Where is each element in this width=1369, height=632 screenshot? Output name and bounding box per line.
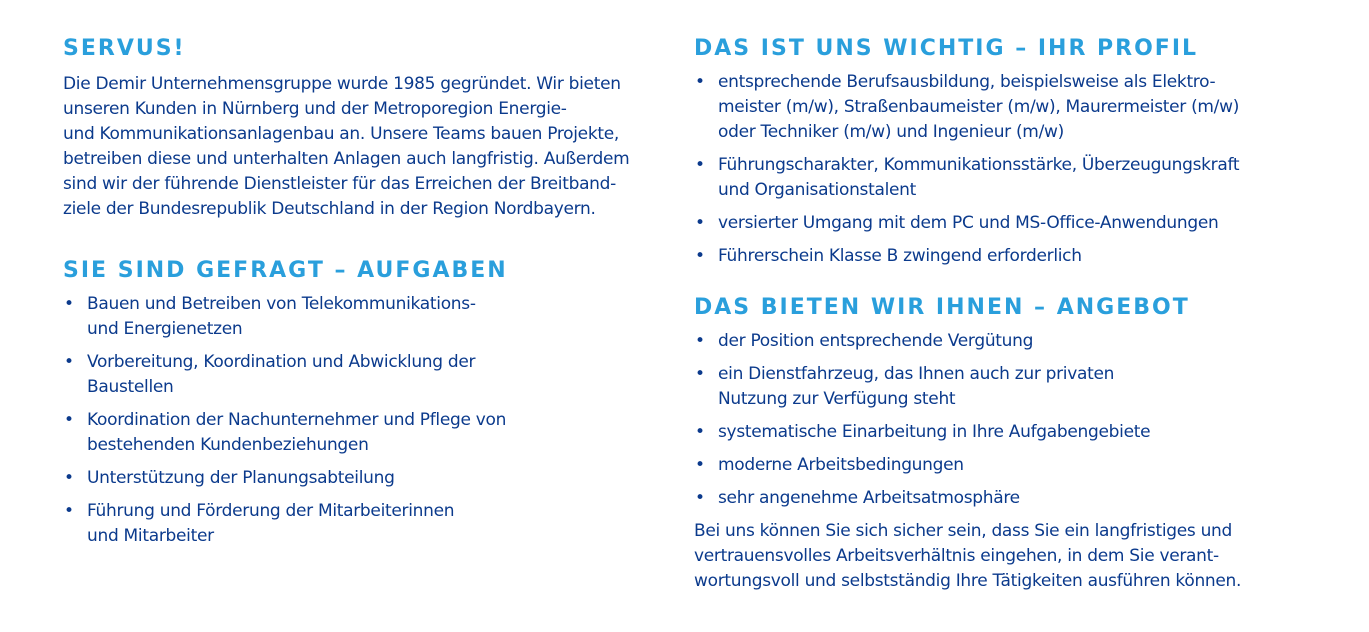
list-item: • ein Dienstfahrzeug, das Ihnen auch zur privaten Nutzung zur Verfügung steht	[694, 362, 1354, 412]
right-column	[694, 34, 1354, 594]
list-item: • sehr angenehme Arbeitsatmosphäre	[694, 486, 1354, 511]
list-item: • systematische Einarbeitung in Ihre Aufgabengebiete	[694, 420, 1354, 445]
list-item: • Koordination der Nachunternehmer und Pflege von bestehenden Kundenbeziehungen	[63, 408, 683, 458]
closing-text: Bei uns können Sie sich sicher sein, dass Sie ein langfristiges und vertrauensvolles Arbeitsverhältnis eingehen, in dem Sie verant- wortungsvoll und selbstständig Ihre Tätigkeiten ausführen können.	[694, 521, 1242, 591]
list-item: • Führungscharakter, Kommunikationsstärke, Überzeugungskraft und Organisationstalent	[694, 153, 1354, 203]
intro-text: Die Demir Unternehmensgruppe wurde 1985 gegründet. Wir bieten unseren Kunden in Nürnberg und der Metroporegion Energie- und Kommunikationsanlagenbau an. Unsere Teams bauen Projekte, betreiben diese und unterhalten Anlagen auch langfristig. Außerdem sind wir der führende Dienstleister für das Erreichen der Breitband- ziele der Bundesrepublik Deutschland in der Region Nordbayern.	[63, 74, 630, 219]
list-item: • Führung und Förderung der Mitarbeiterinnen und Mitarbeiter	[63, 499, 683, 549]
list-item: • Führerschein Klasse B zwingend erforderlich	[694, 244, 1354, 269]
offer-section	[694, 293, 1354, 594]
left-column	[63, 34, 683, 557]
profile-heading: DAS IST UNS WICHTIG – IHR PROFIL	[694, 36, 1199, 61]
offer-heading: DAS BIETEN WIR IHNEN – ANGEBOT	[694, 295, 1190, 320]
list-item: • Bauen und Betreiben von Telekommunikations- und Energienetzen	[63, 292, 683, 342]
list-item: • versierter Umgang mit dem PC und MS-Office-Anwendungen	[694, 211, 1354, 236]
list-item: • Unterstützung der Planungsabteilung	[63, 466, 683, 491]
profile-list	[694, 70, 1354, 269]
list-item: • moderne Arbeitsbedingungen	[694, 453, 1354, 478]
offer-list	[694, 329, 1354, 511]
tasks-heading: SIE SIND GEFRAGT – AUFGABEN	[63, 258, 508, 283]
tasks-section	[63, 256, 683, 549]
list-item: • entsprechende Berufsausbildung, beispielsweise als Elektro- meister (m/w), Straßenbaumeister (m/w), Maurermeister (m/w) oder Techniker (m/w) und Ingenieur (m/w)	[694, 70, 1354, 145]
intro-section	[63, 34, 683, 222]
profile-section	[694, 34, 1354, 269]
list-item: • Vorbereitung, Koordination und Abwicklung der Baustellen	[63, 350, 683, 400]
intro-heading: SERVUS!	[63, 36, 186, 61]
tasks-list	[63, 292, 683, 549]
list-item: • der Position entsprechende Vergütung	[694, 329, 1354, 354]
